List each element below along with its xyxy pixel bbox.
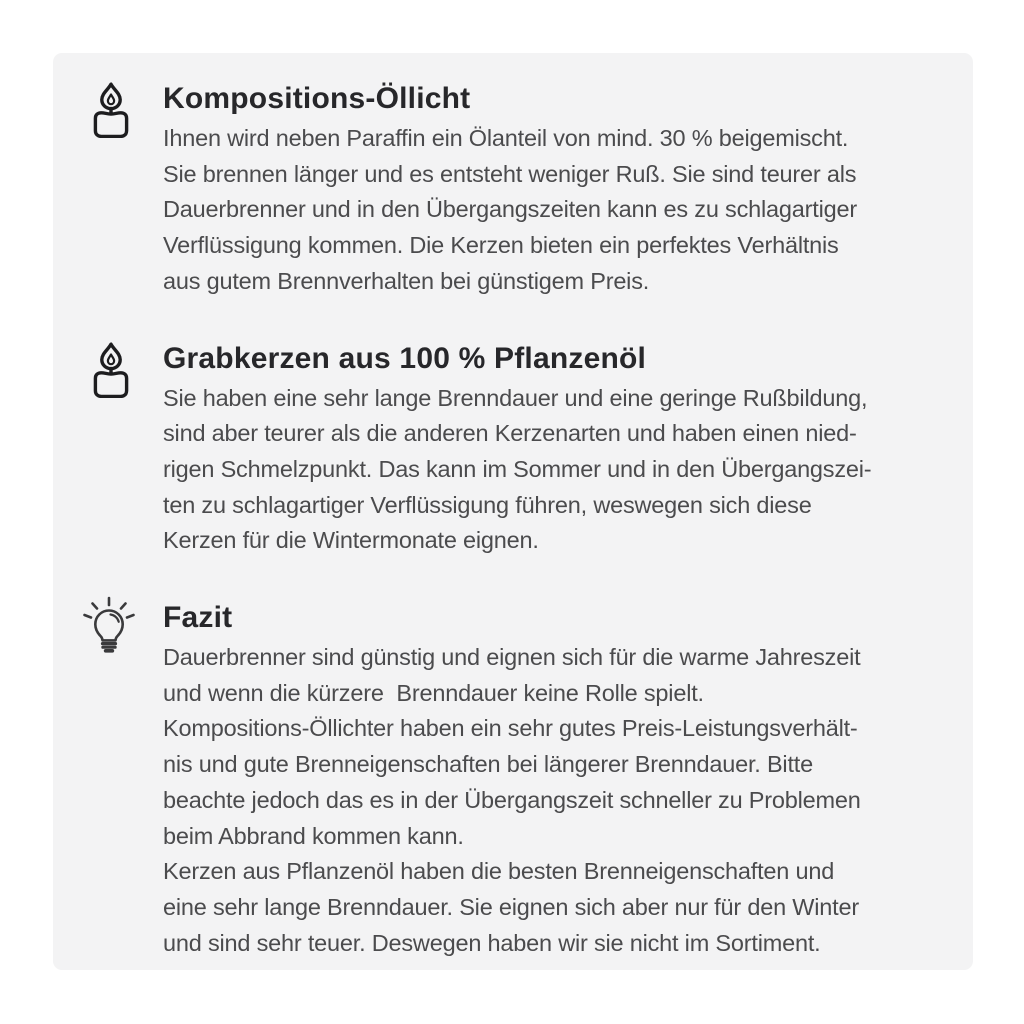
paragraph-line: Kerzen für die Wintermonate eignen.: [163, 527, 539, 554]
section-text-column: [163, 599, 933, 961]
paragraph-line: Dauerbrenner und in den Übergangszeiten kann es zu schlagartiger: [163, 196, 857, 223]
paragraph-line: und wenn die kürzere Brenndauer keine Rolle spielt.: [163, 679, 704, 706]
section-kompositions-oellicht: [88, 80, 933, 300]
paragraph-line: und sind sehr teuer. Deswegen haben wir sie nicht im Sortiment.: [163, 929, 821, 956]
paragraph-line: Kompositions-Öllichter haben ein sehr gutes Preis-Leistungsverhält-: [163, 715, 858, 742]
paragraph-line: Verflüssigung kommen. Die Kerzen bieten ein perfektes Verhältnis: [163, 232, 839, 259]
paragraph-line: Sie brennen länger und es entsteht weniger Ruß. Sie sind teurer als: [163, 160, 857, 187]
paragraph-line: ten zu schlagartiger Verflüssigung führen, weswegen sich diese: [163, 491, 812, 518]
section-text-column: [163, 340, 933, 560]
paragraph-line: Kerzen aus Pflanzenöl haben die besten Brenneigenschaften und: [163, 858, 835, 885]
section-title: Fazit: [163, 601, 233, 635]
candle-icon: [88, 385, 134, 402]
section-icon-column: [88, 80, 163, 143]
paragraph-line: nis und gute Brenneigenschaften bei längerer Brenndauer. Bitte: [163, 751, 813, 778]
paragraph-line: sind aber teurer als die anderen Kerzenarten und haben einen nied-: [163, 420, 857, 447]
paragraph-line: aus gutem Brennverhalten bei günstigem Preis.: [163, 267, 650, 294]
section-paragraph: [163, 381, 933, 560]
section-paragraph: [163, 121, 933, 300]
paragraph-line: rigen Schmelzpunkt. Das kann im Sommer und in den Übergangszei-: [163, 455, 872, 482]
paragraph-line: beachte jedoch das es in der Übergangszeit schneller zu Problemen: [163, 786, 861, 813]
paragraph-line: Ihnen wird neben Paraffin ein Ölanteil von mind. 30 % beigemischt.: [163, 125, 849, 151]
section-icon-column: [88, 599, 163, 664]
paragraph-line: beim Abbrand kommen kann.: [163, 822, 464, 849]
paragraph-line: eine sehr lange Brenndauer. Sie eignen sich aber nur für den Winter: [163, 893, 859, 920]
candle-icon: [88, 125, 134, 142]
section-fazit: [88, 599, 933, 961]
section-title: Kompositions-Öllicht: [163, 82, 471, 115]
section-paragraph: [163, 640, 933, 961]
lightbulb-icon: [88, 646, 140, 663]
paragraph-line: Dauerbrenner sind günstig und eignen sich für die warme Jahreszeit: [163, 644, 861, 671]
section-text-column: [163, 80, 933, 300]
section-icon-column: [88, 340, 163, 403]
info-card: [53, 53, 973, 970]
paragraph-line: Sie haben eine sehr lange Brenndauer und eine geringe Rußbildung,: [163, 384, 868, 411]
section-grabkerzen-pflanzenoel: [88, 340, 933, 560]
section-title: Grabkerzen aus 100 % Pflanzenöl: [163, 341, 647, 375]
